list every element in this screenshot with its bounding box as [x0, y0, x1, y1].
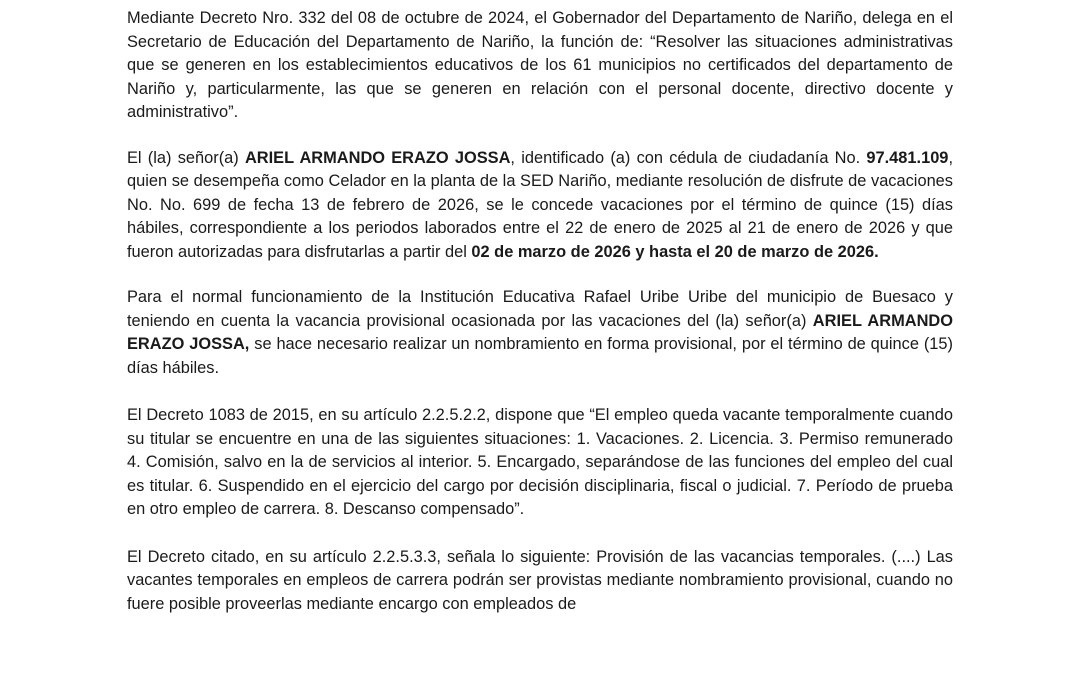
paragraph-decree-332 — [127, 7, 953, 125]
text-segment: Mediante Decreto Nro. 332 del 08 de octubre de 2024, el Gobernador del Departamento de Nariño, delega en el Secretario de Educación del Departamento de Nariño, la función de: “Resolver las situaciones administrativas que se generen en los establecimientos educativos de los 61 municipios no certificados del departamento de Nariño y, particularmente, las que se generen en relación con el personal docente, directivo docente y administrativo”. — [127, 9, 953, 121]
vacation-dates: 02 de marzo de 2026 y hasta el 20 de marzo de 2026. — [471, 242, 879, 261]
employee-name: ARIEL ARMANDO ERAZO JOSSA — [244, 148, 511, 167]
paragraph-decree-article-2-2-5-3-3 — [127, 546, 953, 617]
text-segment: El Decreto 1083 de 2015, en su artículo 2.2.5.2.2, dispone que “El empleo queda vacante temporalmente cuando su titular se encuentre en una de las siguientes situaciones: 1. Vacaciones. 2. Licencia. 3. Permiso remunerado 4. Comisión, salvo en la de servicios al interior. 5. Encargado, separándose de las funciones del empleo del cual es titular. 6. Suspendido en el ejercicio del cargo por decisión disciplinaria, fiscal o judicial. 7. Período de prueba en otro empleo de carrera. 8. Descanso compensado”. — [127, 406, 953, 518]
employee-name: ARIEL ARMANDO ERAZO JOSSA, — [127, 311, 953, 353]
text-segment: , identificado (a) con cédula de ciudadanía No. — [510, 148, 867, 167]
text-segment: El (la) señor(a) — [127, 148, 245, 167]
paragraph-vacation-grant — [127, 147, 953, 265]
id-number: 97.481.109 — [866, 148, 949, 167]
paragraph-decree-1083 — [127, 404, 953, 522]
text-segment: El Decreto citado, en su artículo 2.2.5.3.3, señala lo siguiente: Provisión de las vacancias temporales. (....) Las vacantes temporales en empleos de carrera podrán ser provistas mediante nombramiento provisional, cuando no fuere posible proveerlas mediante encargo con empleados de — [127, 547, 953, 613]
text-segment: , quien se desempeña como Celador en la planta de la SED Nariño, mediante resolución de disfrute de vacaciones No. No. 699 de fecha 13 de febrero de 2026, se le concede vacaciones por el término de quince (15) días hábiles, correspondiente a los periodos laborados entre el 22 de enero de 2025 al 21 de enero de 2026 y que fueron autorizadas para disfrutarlas a partir del — [127, 148, 953, 261]
document-page — [127, 7, 953, 616]
text-segment: Para el normal funcionamiento de la Institución Educativa Rafael Uribe Uribe del municipio de Buesaco y teniendo en cuenta la vacancia provisional ocasionada por las vacaciones del (la) señor(a) — [127, 288, 953, 330]
paragraph-provisional-need — [127, 286, 953, 380]
text-segment: se hace necesario realizar un nombramiento en forma provisional, por el término de quince (15) días hábiles. — [127, 335, 953, 377]
